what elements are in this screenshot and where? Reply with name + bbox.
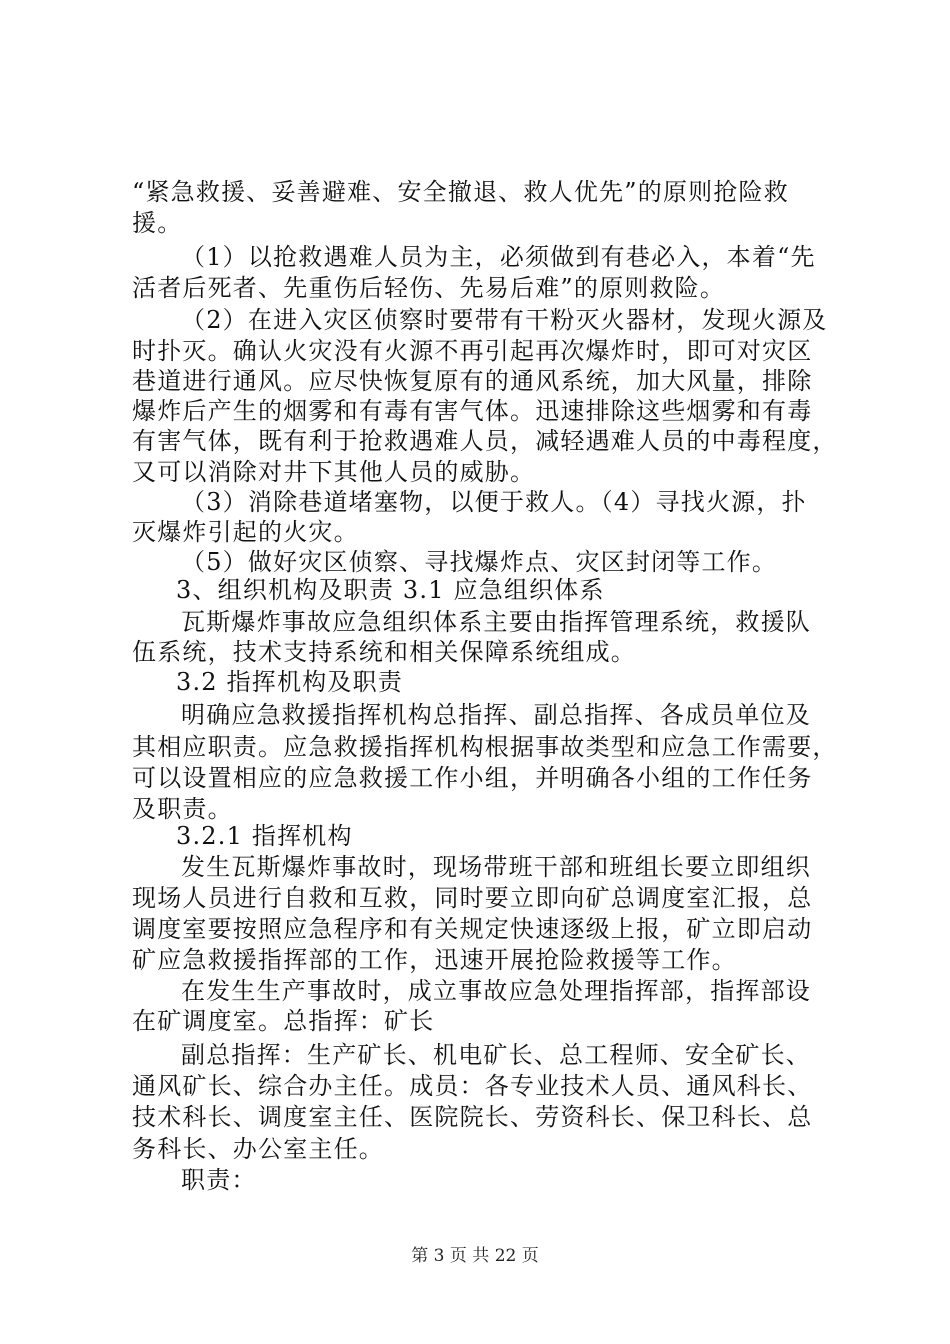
text-line: 有害气体，既有利于抢救遇难人员，减轻遇难人员的中毒程度， (132, 427, 838, 455)
text-line: 又可以消除对井下其他人员的威胁。 (132, 458, 536, 486)
text-line: 明确应急救援指挥机构总指挥、副总指挥、各成员单位及 (181, 701, 811, 729)
section-heading: 3.2.1 指挥机构 (176, 822, 353, 850)
text-line: （1）以抢救遇难人员为主，必须做到有巷必入，本着“先 (181, 243, 816, 271)
section-heading: 3、组织机构及职责 3.1 应急组织体系 (176, 576, 605, 604)
text-line: 伍系统，技术支持系统和相关保障系统组成。 (132, 638, 636, 666)
text-line: “紧急救援、妥善避难、安全撤退、救人优先”的原则抢险救 (132, 178, 789, 206)
text-line: 援。 (132, 209, 183, 237)
text-line: 时扑灭。确认火灾没有火源不再引起再次爆炸时，即可对灾区 (132, 337, 813, 365)
text-line: 务科长、办公室主任。 (132, 1135, 384, 1163)
text-line: 活者后死者、先重伤后轻伤、先易后难”的原则救险。 (132, 274, 726, 302)
text-line: 巷道进行通风。应尽快恢复原有的通风系统，加大风量，排除 (132, 367, 813, 395)
text-line: （5）做好灾区侦察、寻找爆炸点、灾区封闭等工作。 (181, 548, 778, 576)
text-line: （3）消除巷道堵塞物，以便于救人。（4）寻找火源，扑 (181, 488, 807, 516)
text-line: 通风矿长、综合办主任。成员：各专业技术人员、通风科长、 (132, 1072, 813, 1100)
text-line: （2）在进入灾区侦察时要带有干粉灭火器材，发现火源及 (181, 306, 828, 334)
text-line: 调度室要按照应急程序和有关规定快速逐级上报，矿立即启动 (132, 915, 813, 943)
text-line: 发生瓦斯爆炸事故时，现场带班干部和班组长要立即组织 (181, 853, 811, 881)
text-line: 矿应急救援指挥部的工作，迅速开展抢险救援等工作。 (132, 946, 737, 974)
text-line: 灭爆炸引起的火灾。 (132, 518, 359, 546)
text-line: 其相应职责。应急救援指挥机构根据事故类型和应急工作需要， (132, 733, 838, 761)
text-line: 及职责。 (132, 795, 233, 823)
text-line: 爆炸后产生的烟雾和有毒有害气体。迅速排除这些烟雾和有毒 (132, 397, 813, 425)
page-footer (0, 1245, 950, 1267)
text-line: 副总指挥：生产矿长、机电矿长、总工程师、安全矿长、 (181, 1041, 811, 1069)
text-line: 在矿调度室。总指挥：矿长 (132, 1007, 435, 1035)
text-line: 现场人员进行自救和互救，同时要立即向矿总调度室汇报，总 (132, 884, 813, 912)
section-heading: 3.2 指挥机构及职责 (176, 668, 403, 696)
text-line: 职责： (181, 1166, 257, 1194)
text-line: 可以设置相应的应急救援工作小组，并明确各小组的工作任务 (132, 764, 813, 792)
text-line: 技术科长、调度室主任、医院院长、劳资科长、保卫科长、总 (132, 1103, 813, 1131)
text-line: 在发生生产事故时，成立事故应急处理指挥部，指挥部设 (181, 977, 811, 1005)
page-number: 第 3 页 共 22 页 (411, 1246, 539, 1266)
text-line: 瓦斯爆炸事故应急组织体系主要由指挥管理系统，救援队 (181, 608, 811, 636)
